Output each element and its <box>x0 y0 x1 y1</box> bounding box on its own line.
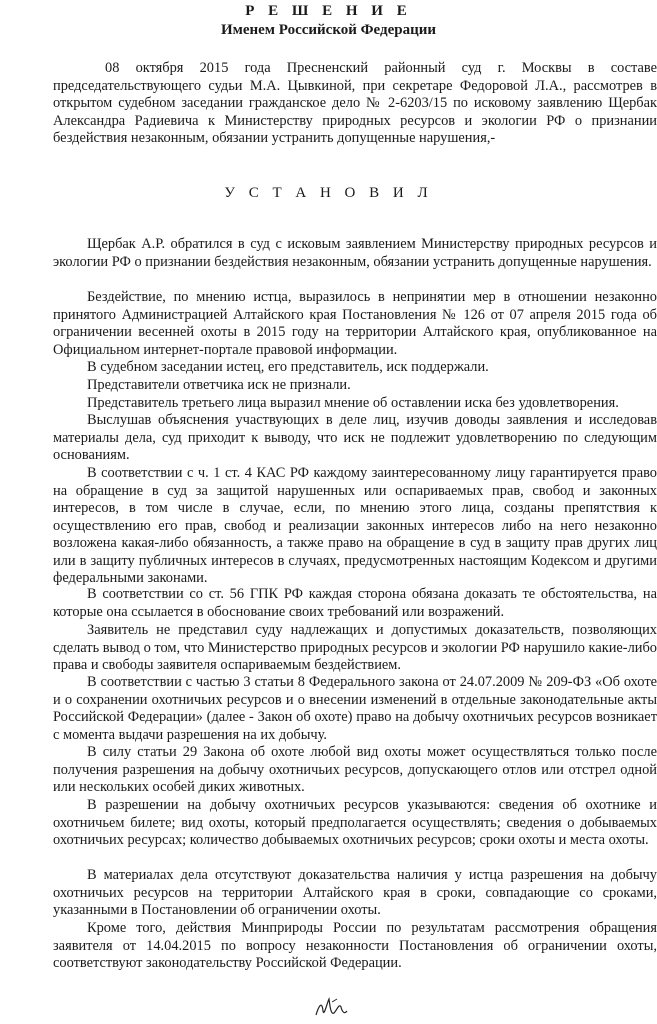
paragraph-2: Бездействие, по мнению истца, выразилось в непринятии мер в отношении незаконно принятого Администрацией Алтайского края Постановления № 126 от 07 апреля 2015 года об ограничении весенней охоты в 2015 году на территории Алтайского края, опубликованное на Официальном интернет-портале правовой информации. <box>53 289 657 358</box>
paragraph-3: В судебном заседании истец, его представитель, иск поддержали. <box>87 359 489 375</box>
section-heading: У С Т А Н О В И Л <box>224 185 433 201</box>
document-title: Р Е Ш Е Н И Е <box>245 3 412 19</box>
paragraph-11: В силу статьи 29 Закона об охоте любой вид охоты может осуществляться только после получения разрешения на добычу охотничьих ресурсов, допускающего отлов или отстрел одной или нескольких особей диких животных. <box>53 744 657 795</box>
document-subtitle: Именем Российской Федерации <box>220 22 437 38</box>
paragraph-14: Кроме того, действия Минприроды России по результатам рассмотрения обращения заявителя от 14.04.2015 по вопросу незаконности Постановления об ограничении охоты, соответствуют законодательству Российской Федерации. <box>53 920 657 971</box>
paragraph-12: В разрешении на добычу охотничьих ресурсов указываются: сведения об охотнике и охотничьем билете; вид охоты, который предполагается осуществлять; сведения о добываемых охотничьих ресурсах; количество добываемых охотничьих ресурсов; сроки охоты и места охоты. <box>53 797 657 848</box>
paragraph-6: Выслушав объяснения участвующих в деле лиц, изучив доводы заявления и исследовав материалы дела, суд приходит к выводу, что иск не подлежит удовлетворению по следующим основаниям. <box>53 412 657 463</box>
intro-paragraph: 08 октября 2015 года Пресненский районный суд г. Москвы в составе председательствующего судьи М.А. Цывкиной, при секретаре Федоровой Л.А., рассмотрев в открытом судебном заседании гражданское дело № 2-6203/15 по исковому заявлению Щербак Александра Радиевича к Министерству природных ресурсов и экологии РФ о признании бездействия незаконным, обязании устранить допущенные нарушения,- <box>53 60 657 146</box>
paragraph-4: Представители ответчика иск не признали. <box>87 377 351 393</box>
paragraph-1: Щербак А.Р. обратился в суд с исковым заявлением Министерству природных ресурсов и экологии РФ о признании бездействия незаконным, обязании устранить допущенные нарушения. <box>53 236 657 270</box>
paragraph-9: Заявитель не представил суду надлежащих и допустимых доказательств, позволяющих сделать вывод о том, что Министерство природных ресурсов и экологии РФ нарушило какие-либо права и свободы заявителя оспариваемым бездействием. <box>53 622 657 673</box>
signature-mark <box>310 993 358 1021</box>
paragraph-13: В материалах дела отсутствуют доказательства наличия у истца разрешения на добычу охотничьих ресурсов на территории Алтайского края в сроки, совпадающие со сроками, указанными в Постановлении об ограничении охоты. <box>53 867 657 918</box>
paragraph-5: Представитель третьего лица выразил мнение об оставлении иска без удовлетворения. <box>87 395 619 411</box>
paragraph-10: В соответствии с частью 3 статьи 8 Федерального закона от 24.07.2009 № 209-ФЗ «Об охоте и о сохранении охотничьих ресурсов и о внесении изменений в отдельные законодательные акты Российской Федерации» (далее - Закон об охоте) право на добычу охотничьих ресурсов возникает с момента выдачи разрешения на их добычу. <box>53 674 657 743</box>
paragraph-8: В соответствии со ст. 56 ГПК РФ каждая сторона обязана доказать те обстоятельства, на которые она ссылается в обоснование своих требований или возражений. <box>53 586 657 620</box>
paragraph-7: В соответствии с ч. 1 ст. 4 КАС РФ каждому заинтересованному лицу гарантируется право на обращение в суд за защитой нарушенных или оспариваемых прав, свобод и законных интересов, в том числе в случае, если, по мнению этого лица, созданы препятствия к осуществлению его прав, свобод и реализации законных интересов либо на него незаконно возложена какая-либо обязанность, а также право на обращение в суд в защиту прав других лиц или в защиту публичных интересов в случаях, предусмотренных настоящим Кодексом и другими федеральными законами. <box>53 465 657 586</box>
